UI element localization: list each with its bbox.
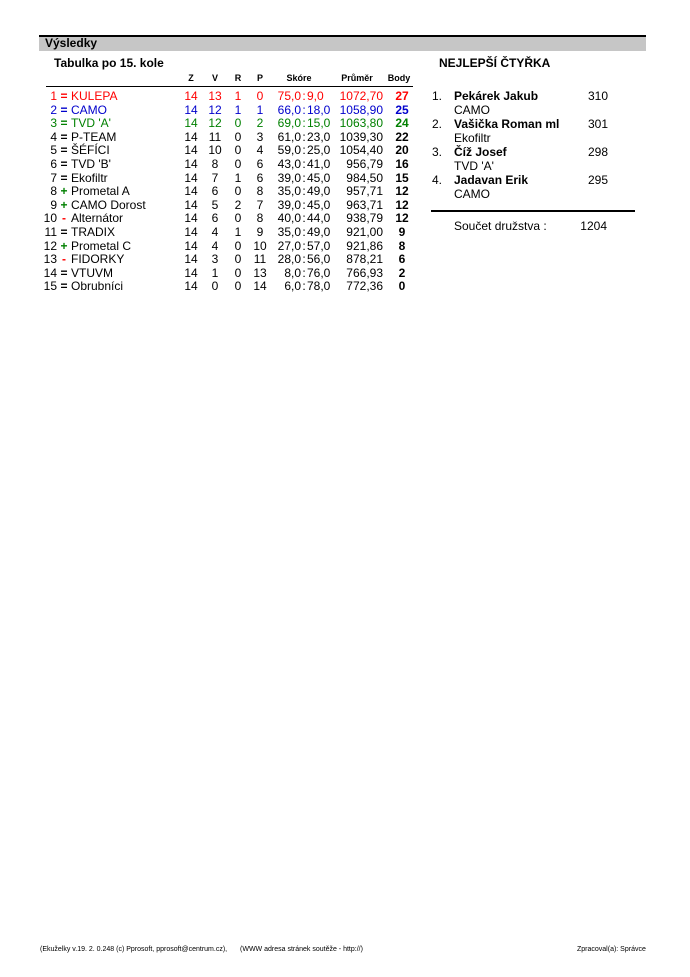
team-name: Alternátor	[71, 211, 124, 226]
score-for: 40,0	[277, 211, 301, 226]
average: 921,86	[346, 238, 383, 253]
average: 772,36	[346, 279, 383, 294]
draws: 1	[234, 170, 242, 185]
draws: 0	[234, 265, 242, 280]
trend: =	[60, 170, 68, 185]
losses: 13	[253, 265, 267, 280]
losses: 6	[256, 170, 264, 185]
points: 24	[395, 116, 409, 131]
draws: 1	[234, 225, 242, 239]
table-row	[0, 116, 420, 130]
score-for: 27,0	[277, 238, 301, 253]
draws: 2	[234, 197, 242, 212]
draws: 0	[234, 184, 242, 199]
player-name: Pekárek Jakub	[454, 89, 539, 103]
score-for: 75,0	[277, 89, 301, 103]
score-separator: :	[302, 170, 306, 185]
table-row	[0, 184, 420, 198]
draws: 0	[234, 211, 242, 226]
score-against: 57,0	[307, 238, 331, 253]
rank: 1	[50, 89, 57, 103]
losses: 10	[253, 238, 267, 253]
average: 766,93	[346, 265, 383, 280]
score-for: 6,0	[284, 279, 301, 294]
average: 1054,40	[339, 143, 383, 158]
score-for: 35,0	[277, 184, 301, 199]
score-separator: :	[302, 102, 306, 117]
score-for: 61,0	[277, 129, 301, 144]
losses: 0	[256, 89, 264, 103]
team-name: KULEPA	[71, 89, 118, 103]
team-name: Obrubníci	[71, 279, 124, 294]
score-against: 76,0	[307, 265, 331, 280]
losses: 7	[256, 197, 264, 212]
score-against: 45,0	[307, 197, 331, 212]
draws: 0	[234, 157, 242, 171]
games: 14	[184, 252, 198, 267]
team-sum-value: 1204	[580, 219, 607, 233]
trend: +	[60, 184, 68, 199]
wins: 0	[211, 279, 219, 294]
table-row	[0, 130, 420, 144]
score-against: 45,0	[307, 170, 331, 185]
trend: =	[60, 225, 68, 239]
score-separator: :	[302, 225, 306, 239]
draws: 0	[234, 252, 242, 267]
losses: 8	[256, 184, 264, 199]
rank: 3	[50, 116, 57, 131]
score-separator: :	[302, 238, 306, 253]
rank: 13	[43, 252, 57, 267]
wins: 12	[208, 116, 222, 131]
header-p: P	[256, 73, 263, 83]
team-name: ŠÉFÍCI	[71, 143, 110, 158]
draws: 0	[234, 279, 242, 294]
wins: 13	[208, 89, 222, 103]
player-team: CAMO	[454, 187, 490, 201]
games: 14	[184, 89, 198, 103]
score-for: 35,0	[277, 225, 301, 239]
losses: 11	[253, 252, 267, 267]
player-rank: 2.	[432, 117, 443, 131]
rank: 2	[50, 102, 57, 117]
trend: +	[60, 238, 68, 253]
score-separator: :	[302, 116, 306, 131]
team-name: Prometal A	[71, 184, 130, 199]
score-against: 23,0	[307, 129, 331, 144]
wins: 6	[211, 184, 219, 199]
team-name: VTUVM	[71, 265, 113, 280]
player-team: CAMO	[454, 103, 490, 117]
score-separator: :	[302, 184, 306, 199]
score-for: 43,0	[277, 157, 301, 171]
rank: 12	[43, 238, 57, 253]
score-against: 56,0	[307, 252, 331, 267]
average: 957,71	[346, 184, 383, 199]
player-team: TVD 'A'	[454, 159, 494, 173]
games: 14	[184, 116, 198, 131]
games: 14	[184, 279, 198, 294]
team-name: TRADIX	[71, 225, 116, 239]
score-separator: :	[302, 252, 306, 267]
average: 963,71	[346, 197, 383, 212]
losses: 8	[256, 211, 264, 226]
games: 14	[184, 197, 198, 212]
footer-credit: (Ekuželky v.19. 2. 0.248 (c) Pprosoft, pprosoft@centrum.cz),	[40, 946, 228, 953]
losses: 1	[256, 102, 264, 117]
wins: 4	[211, 225, 219, 239]
draws: 0	[234, 129, 242, 144]
table-row	[0, 198, 420, 212]
points: 12	[395, 211, 409, 226]
table-row	[0, 103, 420, 117]
score-against: 49,0	[307, 184, 331, 199]
average: 1058,90	[339, 102, 383, 117]
score-against: 18,0	[307, 102, 331, 117]
table-title: Tabulka po 15. kole	[54, 56, 164, 70]
table-row	[0, 239, 420, 253]
average: 921,00	[346, 225, 383, 239]
player-name: Jadavan Erik	[454, 173, 529, 187]
wins: 10	[208, 143, 222, 158]
draws: 1	[234, 102, 242, 117]
wins: 8	[211, 157, 219, 171]
points: 6	[398, 252, 406, 267]
rank: 10	[43, 211, 57, 226]
score-for: 39,0	[277, 170, 301, 185]
average: 1063,80	[339, 116, 383, 131]
table-row	[0, 211, 420, 225]
games: 14	[184, 238, 198, 253]
draws: 0	[234, 116, 242, 131]
player-score: 295	[587, 173, 608, 187]
wins: 7	[211, 170, 219, 185]
rank: 7	[50, 170, 57, 185]
header-rule	[46, 86, 413, 87]
average: 878,21	[346, 252, 383, 267]
trend: =	[60, 157, 68, 171]
games: 14	[184, 184, 198, 199]
header-points: Body	[387, 73, 411, 83]
wins: 1	[211, 265, 219, 280]
player-rank: 1.	[432, 89, 443, 103]
score-separator: :	[302, 143, 306, 158]
score-separator: :	[302, 279, 306, 294]
average: 1072,70	[339, 89, 383, 103]
wins: 11	[208, 129, 222, 144]
header-z: Z	[188, 73, 194, 83]
score-separator: :	[302, 265, 306, 280]
average: 956,79	[346, 157, 383, 171]
average: 1039,30	[339, 129, 383, 144]
score-against: 41,0	[307, 157, 331, 171]
score-separator: :	[302, 157, 306, 171]
rank: 6	[50, 157, 57, 171]
header-score: Skóre	[286, 73, 312, 83]
losses: 6	[256, 157, 264, 171]
points: 0	[398, 279, 406, 294]
losses: 14	[253, 279, 267, 294]
header-r: R	[234, 73, 242, 83]
points: 16	[395, 157, 409, 171]
losses: 2	[256, 116, 264, 131]
footer-url: (WWW adresa stránek soutěže - http://)	[240, 946, 363, 953]
games: 14	[184, 265, 198, 280]
average: 938,79	[346, 211, 383, 226]
losses: 9	[256, 225, 264, 239]
trend: -	[62, 252, 66, 267]
table-row	[0, 252, 420, 266]
team-name: CAMO	[71, 102, 107, 117]
footer-processed-by: Zpracoval(a): Správce	[577, 946, 646, 953]
losses: 4	[256, 143, 264, 158]
table-row	[0, 225, 420, 239]
games: 14	[184, 170, 198, 185]
table-row	[0, 171, 420, 185]
score-for: 28,0	[277, 252, 301, 267]
player-rank: 3.	[432, 145, 443, 159]
games: 14	[184, 157, 198, 171]
team-sum-label: Součet družstva :	[454, 219, 547, 233]
points: 12	[395, 184, 409, 199]
wins: 3	[211, 252, 219, 267]
score-separator: :	[302, 129, 306, 144]
wins: 12	[208, 102, 222, 117]
points: 9	[398, 225, 406, 239]
table-row	[0, 143, 420, 157]
points: 27	[395, 89, 409, 103]
team-name: CAMO Dorost	[71, 197, 146, 212]
table-row	[0, 157, 420, 171]
player-rank: 4.	[432, 173, 443, 187]
average: 984,50	[346, 170, 383, 185]
points: 12	[395, 197, 409, 212]
rank: 8	[50, 184, 57, 199]
points: 20	[395, 143, 409, 158]
losses: 3	[256, 129, 264, 144]
wins: 4	[211, 238, 219, 253]
header-average: Průměr	[341, 73, 373, 83]
points: 25	[395, 102, 409, 117]
section-title: Výsledky	[39, 35, 646, 51]
score-against: 49,0	[307, 225, 331, 239]
trend: =	[60, 265, 68, 280]
wins: 6	[211, 211, 219, 226]
draws: 0	[234, 238, 242, 253]
trend: =	[60, 89, 68, 103]
trend: +	[60, 197, 68, 212]
rank: 14	[43, 265, 57, 280]
player-name: Číž Josef	[454, 145, 507, 159]
rank: 5	[50, 143, 57, 158]
table-row	[0, 279, 420, 293]
score-for: 69,0	[277, 116, 301, 131]
team-name: TVD 'B'	[71, 157, 111, 171]
wins: 5	[211, 197, 219, 212]
points: 8	[398, 238, 406, 253]
player-score: 301	[587, 117, 608, 131]
trend: =	[60, 129, 68, 144]
score-for: 39,0	[277, 197, 301, 212]
score-against: 44,0	[307, 211, 331, 226]
score-for: 8,0	[284, 265, 301, 280]
team-name: Prometal C	[71, 238, 132, 253]
score-for: 66,0	[277, 102, 301, 117]
player-score: 310	[587, 89, 608, 103]
player-score: 298	[587, 145, 608, 159]
games: 14	[184, 143, 198, 158]
rank: 9	[50, 197, 57, 212]
score-against: 78,0	[307, 279, 331, 294]
points: 2	[398, 265, 406, 280]
player-name: Vašička Roman ml	[454, 117, 560, 131]
points: 15	[395, 170, 409, 185]
best-four-title: NEJLEPŠÍ ČTYŘKA	[439, 56, 551, 70]
draws: 0	[234, 143, 242, 158]
score-against: 9,0	[307, 89, 324, 103]
table-row	[0, 266, 420, 280]
games: 14	[184, 225, 198, 239]
team-name: Ekofiltr	[71, 170, 108, 185]
trend: =	[60, 143, 68, 158]
points: 22	[395, 129, 409, 144]
trend: -	[62, 211, 66, 226]
rank: 11	[44, 225, 57, 239]
games: 14	[184, 211, 198, 226]
player-team: Ekofiltr	[454, 131, 491, 145]
header-v: V	[211, 73, 218, 83]
rank: 15	[43, 279, 57, 294]
team-name: P-TEAM	[71, 129, 117, 144]
table-row	[0, 89, 420, 103]
score-separator: :	[302, 197, 306, 212]
team-name: TVD 'A'	[71, 116, 111, 131]
score-against: 25,0	[307, 143, 331, 158]
score-separator: :	[302, 211, 306, 226]
score-for: 59,0	[277, 143, 301, 158]
rank: 4	[50, 129, 57, 144]
score-separator: :	[302, 89, 306, 103]
score-against: 15,0	[307, 116, 331, 131]
trend: =	[60, 116, 68, 131]
trend: =	[60, 102, 68, 117]
games: 14	[184, 102, 198, 117]
trend: =	[60, 279, 68, 294]
best-four-rule	[431, 210, 635, 212]
draws: 1	[234, 89, 242, 103]
games: 14	[184, 129, 198, 144]
team-name: FIDORKY	[71, 252, 125, 267]
